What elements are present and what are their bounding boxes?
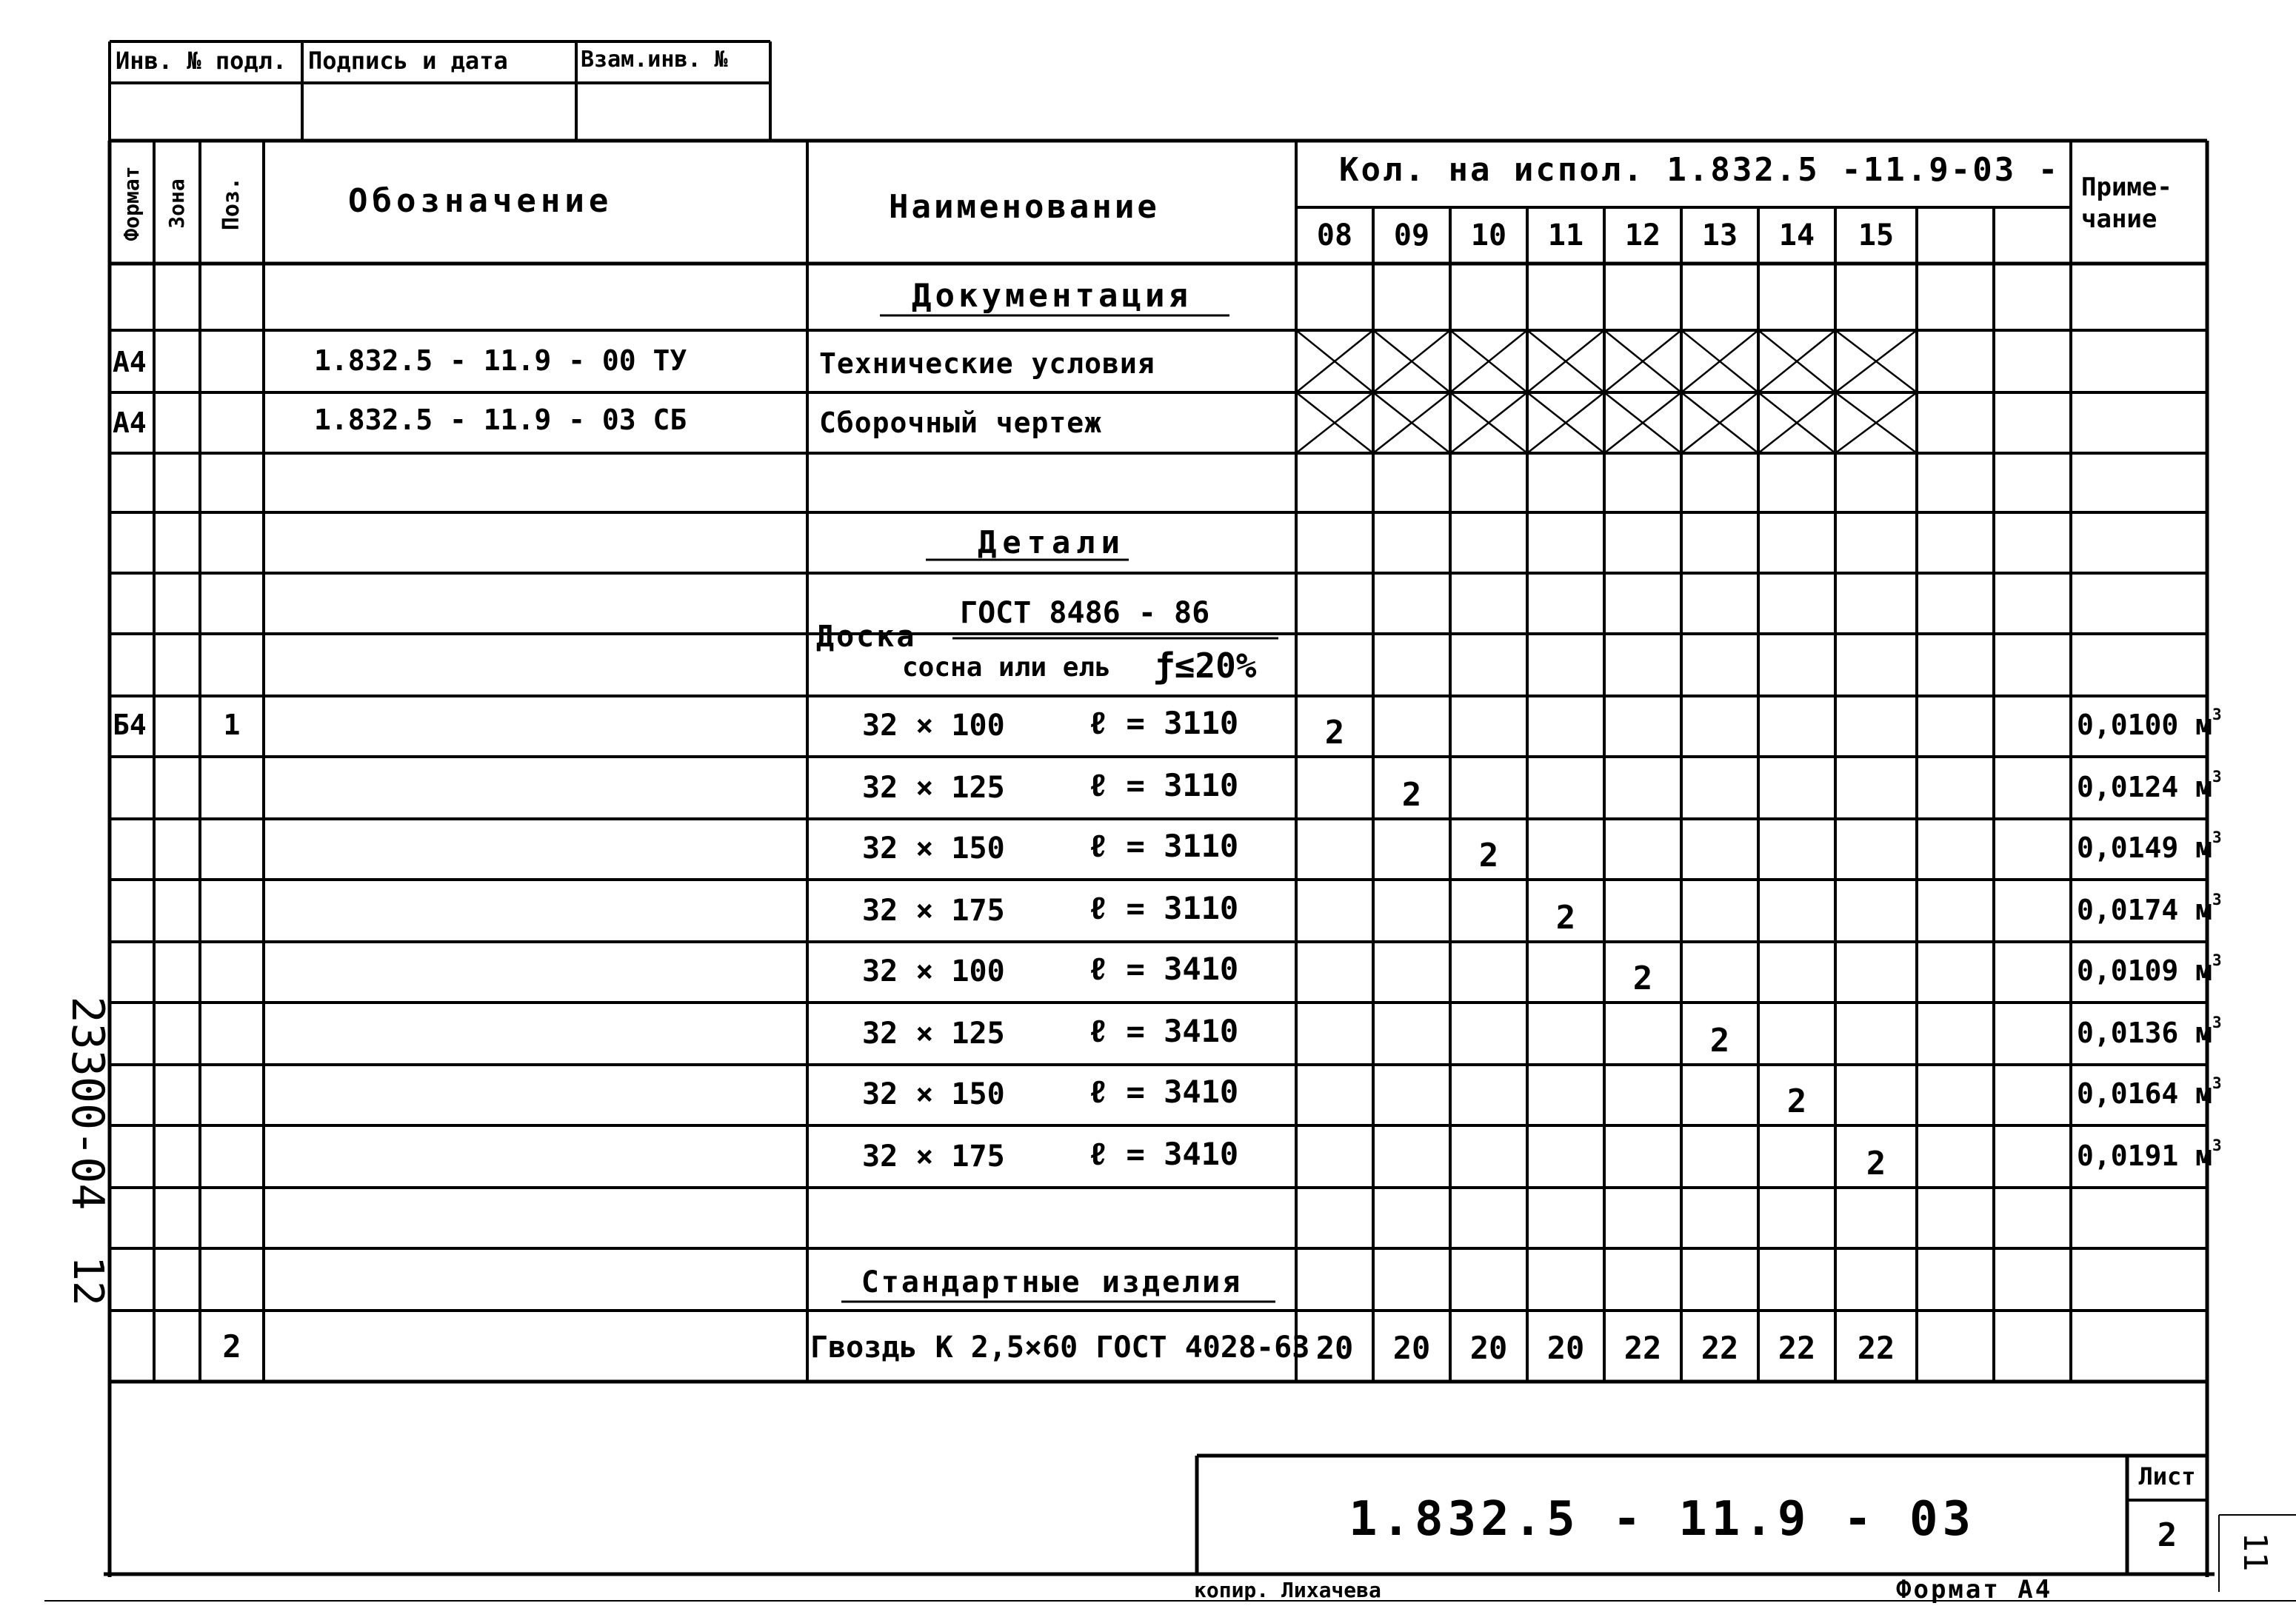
volume-unit-exponent: 3 — [2212, 890, 2222, 908]
detail-quantity: 2 — [1555, 899, 1576, 937]
volume-unit-exponent: 3 — [2212, 951, 2222, 969]
nail-quantity: 20 — [1315, 1330, 1354, 1366]
header-name: Наименование — [889, 188, 1160, 226]
nail-quantity: 22 — [1857, 1330, 1895, 1366]
detail-volume: 0,0109 $м^3$ — [2077, 951, 2222, 987]
detail-volume: 0,0191 $м^3$ — [2077, 1136, 2222, 1172]
detail-quantity: 2 — [1324, 714, 1345, 752]
detail-size: 32 × 175 — [862, 894, 1005, 928]
detail-volume: 0,0100 $м^3$ — [2077, 705, 2222, 741]
doc-format: A4 — [113, 406, 147, 439]
volume-unit-exponent: 3 — [2212, 1013, 2222, 1031]
edge-number: 11 — [2236, 1532, 2274, 1572]
section-details: Детали — [978, 524, 1126, 560]
header-designation: Обозначение — [348, 182, 613, 220]
doc-designation: 1.832.5 - 11.9 - 03 СБ — [314, 404, 687, 436]
album-number: 23300-04 — [61, 996, 113, 1211]
detail-quantity: 2 — [1709, 1022, 1730, 1060]
volume-unit-exponent: 3 — [2212, 705, 2222, 723]
detail-volume: 0,0149 $м^3$ — [2077, 828, 2222, 864]
section-standard: Стандартные изделия — [861, 1265, 1243, 1299]
volume-unit-exponent: 3 — [2212, 767, 2222, 786]
detail-volume: 0,0164 $м^3$ — [2077, 1074, 2222, 1110]
detail-volume: 0,0136 $м^3$ — [2077, 1013, 2222, 1049]
board-label: Доска — [816, 620, 917, 654]
doc-name: Сборочный чертеж — [819, 406, 1103, 439]
nail-quantity: 20 — [1392, 1330, 1431, 1366]
variant-header: 08 — [1316, 218, 1353, 252]
detail-volume: 0,0174 $м^3$ — [2077, 890, 2222, 926]
section-documentation: Документация — [912, 277, 1192, 315]
doc-designation: 1.832.5 - 11.9 - 00 ТУ — [314, 344, 687, 377]
doc-format: A4 — [113, 346, 147, 378]
nail-quantity: 22 — [1623, 1330, 1662, 1366]
detail-volume: 0,0124 $м^3$ — [2077, 767, 2222, 803]
detail-size: 32 × 125 — [862, 771, 1005, 805]
detail-length: ℓ = 3410 — [1089, 1074, 1239, 1110]
document-designation: 1.832.5 - 11.9 - 03 — [1348, 1492, 1976, 1547]
variant-header: 14 — [1778, 218, 1815, 252]
variant-header: 10 — [1470, 218, 1507, 252]
detail-length: ℓ = 3110 — [1089, 705, 1239, 741]
nail-name: Гвоздь К 2,5×60 ГОСТ 4028-63 — [810, 1331, 1310, 1365]
copied-by: копир. Лихачева — [1194, 1578, 1381, 1602]
variant-header: 12 — [1624, 218, 1661, 252]
nail-quantity: 20 — [1546, 1330, 1585, 1366]
stamp-replaced-label: Взам.инв. № — [581, 47, 728, 73]
board-standard: ГОСТ 8486 - 86 — [960, 596, 1210, 630]
detail-length: ℓ = 3410 — [1089, 1013, 1239, 1049]
volume-unit-exponent: 3 — [2212, 828, 2222, 846]
nail-quantity: 22 — [1701, 1330, 1739, 1366]
detail-length: ℓ = 3410 — [1089, 951, 1239, 987]
detail-size: 32 × 150 — [862, 831, 1005, 866]
nail-position: 2 — [222, 1328, 241, 1365]
detail-size: 32 × 175 — [862, 1140, 1005, 1174]
doc-name: Технические условия — [819, 347, 1155, 380]
detail-size: 32 × 150 — [862, 1077, 1005, 1111]
detail-quantity: 2 — [1478, 837, 1499, 874]
variant-header: 13 — [1701, 218, 1738, 252]
detail-size: 32 × 100 — [862, 709, 1005, 743]
detail-length: ℓ = 3110 — [1089, 767, 1239, 803]
header-zone: Зона — [164, 178, 189, 229]
detail-length: ℓ = 3110 — [1089, 890, 1239, 926]
variant-header: 15 — [1858, 218, 1895, 252]
nail-quantity: 20 — [1469, 1330, 1508, 1366]
detail-format: Б4 — [113, 709, 147, 741]
stamp-inv-label: Инв. № подл. — [116, 47, 287, 75]
stamp-signature-label: Подпись и дата — [308, 47, 508, 75]
board-moisture: ƒ≤20% — [1154, 646, 1257, 686]
volume-unit-exponent: 3 — [2212, 1074, 2222, 1092]
detail-length: ℓ = 3410 — [1089, 1136, 1239, 1172]
detail-size: 32 × 125 — [862, 1017, 1005, 1051]
header-quantity: Кол. на испол. 1.832.5 -11.9-03 - — [1339, 151, 2060, 189]
volume-unit-exponent: 3 — [2212, 1136, 2222, 1154]
detail-length: ℓ = 3110 — [1089, 828, 1239, 864]
variant-header: 09 — [1393, 218, 1430, 252]
variant-header: 11 — [1547, 218, 1584, 252]
detail-quantity: 2 — [1632, 960, 1653, 997]
header-position: Поз. — [218, 176, 244, 231]
header-note: Приме- чание — [2081, 173, 2172, 234]
detail-size: 32 × 100 — [862, 954, 1005, 988]
sheet-number: 2 — [2157, 1516, 2177, 1554]
paper-format: Формат А4 — [1896, 1575, 2053, 1604]
nail-quantity: 22 — [1778, 1330, 1816, 1366]
detail-quantity: 2 — [1786, 1082, 1807, 1120]
album-page: 12 — [64, 1256, 112, 1306]
sheet-label: Лист — [2138, 1462, 2196, 1490]
detail-quantity: 2 — [1401, 776, 1422, 814]
board-spec: сосна или ель — [902, 652, 1111, 683]
detail-position: 1 — [223, 709, 241, 741]
header-format: Формат — [119, 166, 144, 241]
detail-quantity: 2 — [1866, 1145, 1886, 1182]
